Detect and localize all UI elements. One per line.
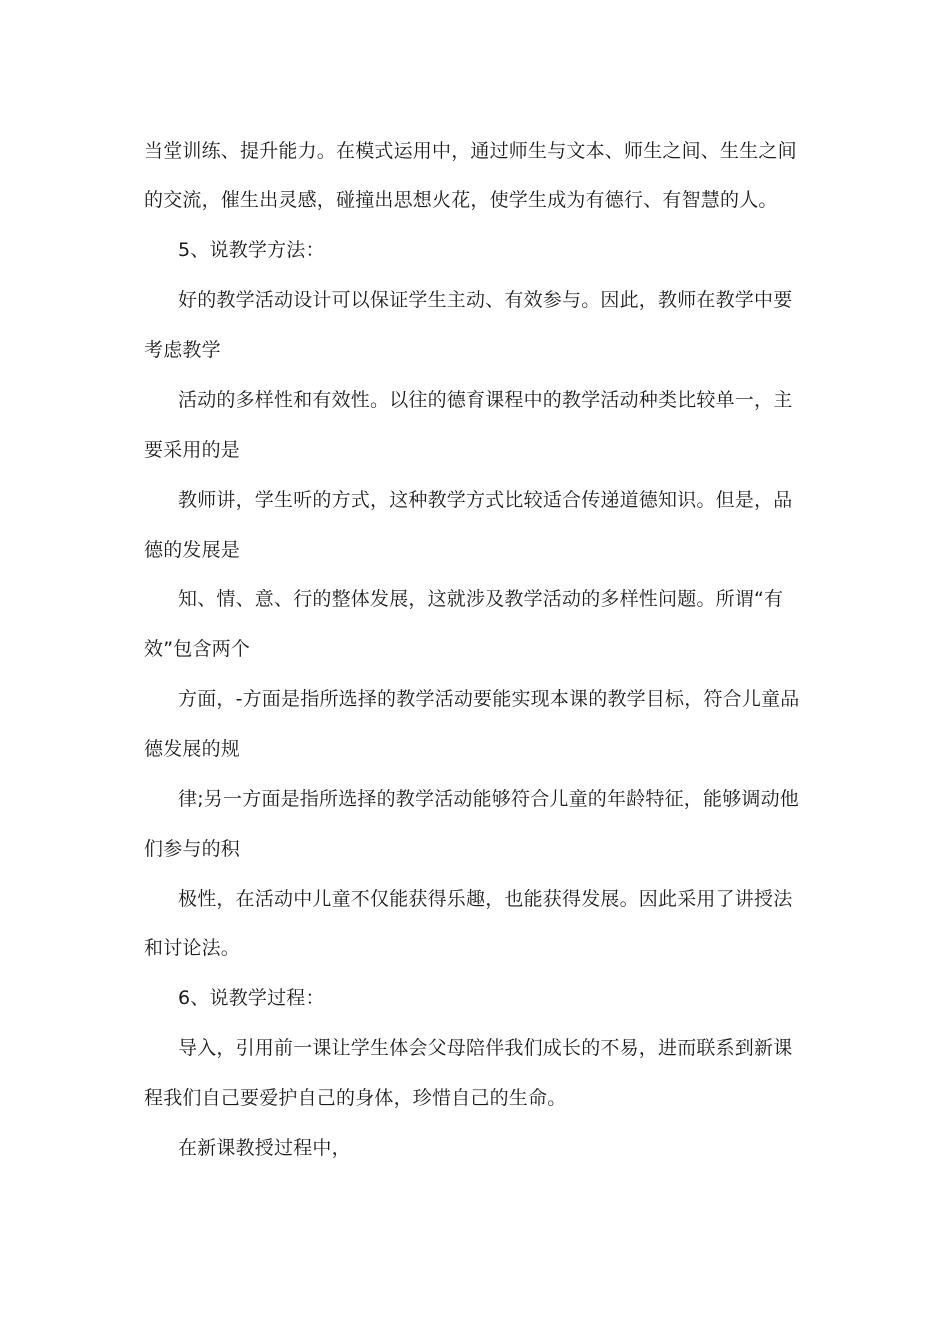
text-line: 们参与的积 — [144, 838, 241, 860]
text-line: 要采用的是 — [144, 439, 241, 461]
text-line: 效”包含两个 — [144, 638, 251, 660]
text-line: 方面，-方面是指所选择的教学活动要能实现本课的教学目标，符合儿童品 — [178, 688, 800, 710]
section-heading: 5、说教学方法： — [178, 239, 325, 261]
text-line: 德发展的规 — [144, 738, 241, 760]
text-line: 教师讲，学生听的方式，这种教学方式比较适合传递道德知识。但是，品 — [178, 489, 793, 511]
text-line: 极性，在活动中儿童不仅能获得乐趣，也能获得发展。因此采用了讲授法 — [178, 888, 793, 910]
text-line: 德的发展是 — [144, 539, 241, 561]
text-line: 活动的多样性和有效性。以往的德育课程中的教学活动种类比较单一，主 — [178, 389, 793, 411]
text-line: 程我们自己要爱护自己的身体，珍惜自己的生命。 — [144, 1087, 567, 1109]
text-line: 好的教学活动设计可以保证学生主动、有效参与。因此，教师在教学中要 — [178, 289, 793, 311]
text-line: 当堂训练、提升能力。在模式运用中，通过师生与文本、师生之间、生生之间 — [144, 140, 797, 162]
text-line: 和讨论法。 — [144, 937, 241, 959]
text-line: 律;另一方面是指所选择的教学活动能够符合儿童的年龄特征，能够调动他 — [178, 788, 800, 810]
section-heading: 6、说教学过程： — [178, 987, 325, 1009]
text-line: 在新课教授过程中， — [178, 1137, 351, 1159]
text-line: 导入，引用前一课让学生体会父母陪伴我们成长的不易，进而联系到新课 — [178, 1037, 793, 1059]
text-line: 考虑教学 — [144, 339, 221, 361]
text-line: 的交流，催生出灵感，碰撞出思想火花，使学生成为有德行、有智慧的人。 — [144, 189, 778, 211]
text-line: 知、情、意、行的整体发展，这就涉及教学活动的多样性问题。所谓“有 — [178, 588, 784, 610]
